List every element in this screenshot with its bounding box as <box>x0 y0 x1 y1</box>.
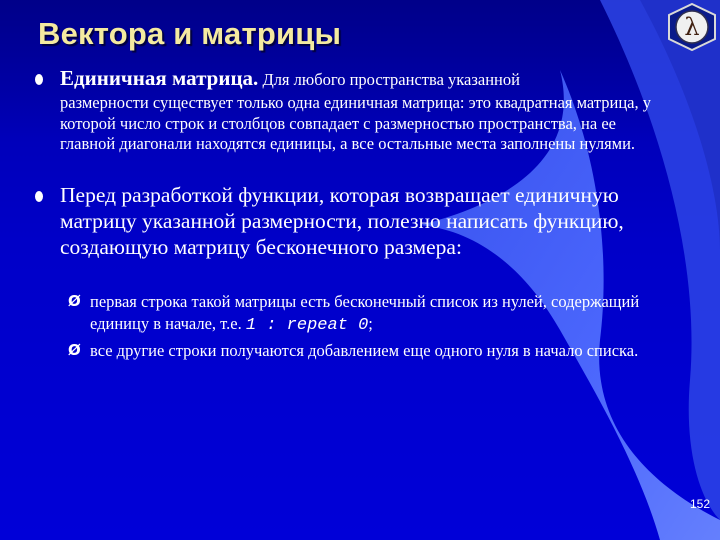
bullet1-heading-line <box>60 66 520 91</box>
sub-bullet-1-tail: ; <box>368 314 373 333</box>
slide-title: Вектора и матрицы <box>38 16 342 51</box>
bullet-dot <box>35 191 43 202</box>
sub-bullet-1-text: первая строка такой матрицы есть бесконечный список из нулей, содержащий единицу в начале, т.е. <box>90 292 640 333</box>
bullet1-heading: Единичная матрица. <box>60 66 259 90</box>
page-number: 152 <box>689 497 710 511</box>
sub-bullet-2: все другие строки получаются добавлением еще одного нуля в начало списка. <box>90 341 639 360</box>
code-snippet: 1 : repeat 0 <box>245 316 369 335</box>
bullet1-body: размерности существует только одна единичная матрица: это квадратная матрица, у которой число строк и столбцов совпадает с размерностью пространства, на ее главной диагонали находятся единицы, а все остальные места заполнены нулями. <box>60 93 651 153</box>
lambda-glyph: λ <box>684 13 700 41</box>
bullet1-intro: Для любого пространства указанной <box>258 70 520 89</box>
bullet2-text: Перед разработкой функции, которая возвращает единичную матрицу указанной размерности, полезно написать функцию, создающую матрицу бесконечного размера: <box>60 183 624 259</box>
sub-bullet-arrow-icon: Ø <box>68 341 81 359</box>
sub-bullet-1 <box>90 291 665 337</box>
bullet-dot <box>35 74 43 85</box>
sub-bullet-arrow-icon: Ø <box>68 292 81 310</box>
